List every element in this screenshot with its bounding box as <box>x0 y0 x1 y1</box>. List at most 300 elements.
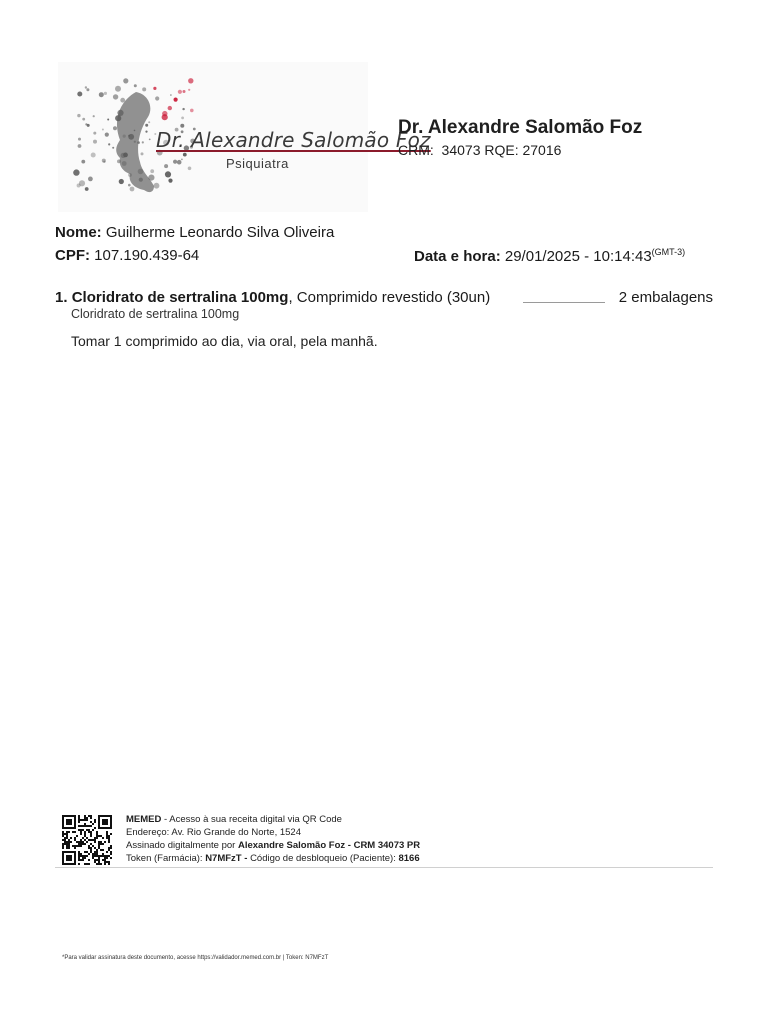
qr-module <box>64 843 66 845</box>
patient-name-label: Nome: <box>55 224 102 241</box>
medication-instructions: Tomar 1 comprimido ao dia, via oral, pela manhã. <box>71 333 378 349</box>
qr-module <box>90 831 92 833</box>
qr-module <box>96 831 98 833</box>
qr-module <box>108 855 110 857</box>
logo-dot <box>130 187 135 192</box>
qr-module <box>82 843 84 845</box>
qr-module <box>62 839 64 841</box>
qr-module <box>88 839 90 841</box>
logo-dot <box>170 94 172 96</box>
qr-module <box>66 843 68 845</box>
qr-module <box>110 833 112 835</box>
qr-module <box>110 851 112 853</box>
qr-module <box>106 833 108 835</box>
qr-module <box>102 843 104 845</box>
qr-module <box>78 821 80 823</box>
logo-dot <box>91 153 96 158</box>
logo-dot <box>86 88 89 91</box>
logo-dot <box>181 159 183 161</box>
qr-module <box>98 845 100 847</box>
qr-module <box>64 837 66 839</box>
logo-dot <box>165 171 171 177</box>
qr-module <box>80 819 82 821</box>
qr-module <box>98 847 100 849</box>
qr-finder-center <box>102 819 108 825</box>
qr-module <box>90 835 92 837</box>
qr-module <box>100 843 102 845</box>
qr-finder-center <box>66 819 72 825</box>
logo-dot <box>181 117 184 120</box>
logo-dot <box>120 98 125 103</box>
qr-module <box>84 825 86 827</box>
qr-module <box>68 841 70 843</box>
logo-dot <box>154 183 160 189</box>
qr-module <box>84 855 86 857</box>
logo-dot <box>112 147 114 149</box>
qr-module <box>108 861 110 863</box>
qr-module <box>98 857 100 859</box>
qr-module <box>92 823 94 825</box>
qr-module <box>102 855 104 857</box>
qr-module <box>80 855 82 857</box>
qr-module <box>84 843 86 845</box>
qr-module <box>80 839 82 841</box>
logo-dot <box>177 160 182 165</box>
qr-module <box>80 843 82 845</box>
qr-module <box>78 819 80 821</box>
doctor-name: Dr. Alexandre Salomão Foz <box>398 117 643 138</box>
qr-module <box>62 845 64 847</box>
logo-subtitle: Psiquiatra <box>226 156 289 171</box>
qr-module <box>90 849 92 851</box>
qr-module <box>86 825 88 827</box>
qr-module <box>88 825 90 827</box>
qr-module <box>102 837 104 839</box>
datetime-row <box>414 247 685 265</box>
qr-module <box>108 847 110 849</box>
qr-module <box>96 859 98 861</box>
qr-module <box>90 847 92 849</box>
qr-module <box>98 855 100 857</box>
qr-module <box>104 861 106 863</box>
logo-name: Dr. Alexandre Salomão Foz <box>156 128 431 152</box>
qr-module <box>74 847 76 849</box>
logo-dot <box>113 126 117 130</box>
qr-module <box>96 853 98 855</box>
logo-dot <box>164 164 168 168</box>
qr-module <box>108 835 110 837</box>
token-value: N7MFzT <box>205 853 242 864</box>
qr-module <box>62 835 64 837</box>
logo-dot <box>162 111 167 116</box>
qr-module <box>80 845 82 847</box>
qr-module <box>106 837 108 839</box>
qr-module <box>96 849 98 851</box>
qr-module <box>100 849 102 851</box>
logo-dot <box>134 130 136 132</box>
logo-dot <box>122 161 127 166</box>
qr-module <box>100 835 102 837</box>
qr-module <box>98 841 100 843</box>
footer-line-1 <box>126 813 420 826</box>
logo-dot <box>134 141 136 143</box>
logo-dot <box>168 106 172 110</box>
logo-dot <box>183 153 187 157</box>
qr-module <box>94 841 96 843</box>
qr-module <box>96 855 98 857</box>
logo-dot <box>113 94 118 99</box>
quantity-leader-line <box>523 302 605 303</box>
qr-module <box>110 857 112 859</box>
logo-dot <box>77 184 81 188</box>
qr-module <box>68 845 70 847</box>
qr-module <box>86 855 88 857</box>
qr-module <box>74 831 76 833</box>
qr-module <box>82 857 84 859</box>
qr-module <box>78 855 80 857</box>
logo-dot <box>155 96 159 100</box>
qr-module <box>84 863 86 865</box>
qr-code[interactable] <box>62 815 112 865</box>
qr-module <box>84 819 86 821</box>
qr-module <box>100 841 102 843</box>
qr-module <box>106 851 108 853</box>
qr-module <box>86 837 88 839</box>
qr-module <box>92 857 94 859</box>
logo-dot <box>115 115 121 121</box>
logo-dot <box>81 160 85 164</box>
logo-dot <box>182 108 184 110</box>
qr-module <box>94 821 96 823</box>
qr-module <box>92 845 94 847</box>
qr-module <box>106 861 108 863</box>
qr-module <box>108 849 110 851</box>
qr-module <box>68 843 70 845</box>
logo-dot <box>145 124 148 127</box>
qr-module <box>96 835 98 837</box>
qr-module <box>84 835 86 837</box>
qr-module <box>110 853 112 855</box>
medication-generic: Cloridrato de sertralina 100mg <box>71 307 240 321</box>
logo-dot <box>102 129 104 131</box>
qr-module <box>84 831 86 833</box>
logo-dot <box>73 169 79 175</box>
qr-module <box>78 851 80 853</box>
qr-module <box>98 843 100 845</box>
logo-dot <box>188 89 190 91</box>
qr-module <box>96 837 98 839</box>
qr-module <box>84 815 86 817</box>
logo-dot <box>123 135 126 138</box>
logo-dot <box>128 134 134 140</box>
logo-dot <box>134 84 137 87</box>
qr-module <box>84 823 86 825</box>
logo-dot <box>123 78 128 83</box>
qr-module <box>90 833 92 835</box>
qr-module <box>86 851 88 853</box>
qr-module <box>80 825 82 827</box>
footer-info <box>126 813 420 865</box>
logo-dot <box>142 141 144 143</box>
qr-module <box>94 819 96 821</box>
logo-dot <box>145 131 147 133</box>
qr-module <box>80 833 82 835</box>
logo-dot <box>105 133 109 137</box>
qr-module <box>66 833 68 835</box>
qr-module <box>90 825 92 827</box>
qr-module <box>94 847 96 849</box>
qr-module <box>90 821 92 823</box>
qr-module <box>94 837 96 839</box>
timezone: (GMT-3) <box>651 247 686 257</box>
datetime-label: Data e hora: <box>414 248 501 265</box>
qr-module <box>66 837 68 839</box>
medication-number: 1. <box>55 289 68 306</box>
qr-module <box>100 855 102 857</box>
unlock-label: Código de desbloqueio (Paciente): <box>250 853 399 864</box>
logo-dot <box>168 179 172 183</box>
qr-module <box>94 827 96 829</box>
qr-module <box>98 861 100 863</box>
qr-module <box>90 817 92 819</box>
doctor-crm: CRM: 34073 RQE: 27016 <box>398 142 562 158</box>
logo-dot <box>137 141 140 144</box>
logo-dot <box>77 114 80 117</box>
qr-module <box>84 833 86 835</box>
qr-module <box>90 843 92 845</box>
qr-module <box>94 851 96 853</box>
qr-module <box>72 831 74 833</box>
qr-module <box>94 859 96 861</box>
logo-dot <box>150 169 154 173</box>
qr-module <box>110 845 112 847</box>
qr-module <box>76 845 78 847</box>
qr-module <box>94 861 96 863</box>
qr-module <box>102 853 104 855</box>
qr-module <box>88 853 90 855</box>
qr-module <box>82 837 84 839</box>
footer-brand: MEMED <box>126 814 162 825</box>
qr-module <box>92 829 94 831</box>
qr-module <box>88 845 90 847</box>
signature-prefix: Assinado digitalmente por <box>126 840 238 851</box>
qr-module <box>102 849 104 851</box>
qr-module <box>104 863 106 865</box>
qr-module <box>104 857 106 859</box>
qr-module <box>98 859 100 861</box>
logo-dot <box>174 98 178 102</box>
qr-module <box>66 835 68 837</box>
qr-module <box>78 841 80 843</box>
qr-module <box>82 859 84 861</box>
qr-module <box>92 839 94 841</box>
qr-module <box>108 841 110 843</box>
patient-cpf: 107.190.439-64 <box>94 247 200 264</box>
qr-module <box>106 857 108 859</box>
qr-module <box>78 815 80 817</box>
qr-module <box>78 825 80 827</box>
qr-module <box>88 859 90 861</box>
qr-module <box>92 855 94 857</box>
qr-module <box>64 841 66 843</box>
qr-module <box>90 839 92 841</box>
qr-module <box>90 851 92 853</box>
logo-dot <box>148 175 154 181</box>
footer-address: Endereço: Av. Rio Grande do Norte, 1524 <box>126 827 301 838</box>
qr-module <box>66 831 68 833</box>
qr-module <box>108 837 110 839</box>
qr-module <box>94 839 96 841</box>
qr-module <box>104 859 106 861</box>
logo-dot <box>138 169 144 175</box>
qr-module <box>62 843 64 845</box>
unlock-code: 8166 <box>398 853 420 864</box>
qr-module <box>84 839 86 841</box>
qr-module <box>86 817 88 819</box>
qr-module <box>82 841 84 843</box>
qr-module <box>78 857 80 859</box>
logo-dot <box>117 160 121 164</box>
qr-module <box>78 845 80 847</box>
logo-dot <box>85 86 87 88</box>
qr-module <box>82 855 84 857</box>
logo-dot <box>128 184 131 187</box>
logo-dot <box>141 152 144 155</box>
logo-dot <box>77 92 82 97</box>
logo-dot <box>78 138 81 141</box>
logo-dot <box>78 144 82 148</box>
qr-module <box>94 855 96 857</box>
logo-dot <box>99 92 104 97</box>
footer-line-1-text: - Acesso à sua receita digital via QR Code <box>161 814 342 825</box>
qr-module <box>80 829 82 831</box>
patient-cpf-row <box>55 247 199 264</box>
qr-module <box>108 863 110 865</box>
qr-module <box>96 863 98 865</box>
logo-dot <box>108 143 110 145</box>
qr-module <box>68 847 70 849</box>
qr-module <box>74 845 76 847</box>
qr-module <box>80 831 82 833</box>
qr-module <box>106 831 108 833</box>
footer-token <box>126 852 420 865</box>
logo-dot <box>153 87 156 90</box>
medication-name: Cloridrato de sertralina 100mg <box>71 289 289 306</box>
logo-dot <box>190 109 194 113</box>
qr-module <box>82 829 84 831</box>
validation-note: *Para validar assinatura deste documento, acesse https://validador.memed.com.br | Token: N7MFzT <box>62 955 329 961</box>
qr-module <box>98 863 100 865</box>
logo-dot <box>93 132 96 135</box>
qr-module <box>102 859 104 861</box>
qr-module <box>78 843 80 845</box>
qr-module <box>78 829 80 831</box>
logo-dot <box>102 159 106 163</box>
patient-cpf-label: CPF: <box>55 247 90 264</box>
logo-dot <box>82 118 85 121</box>
qr-module <box>62 847 64 849</box>
logo-dot <box>183 90 186 93</box>
footer-signature <box>126 839 420 852</box>
logo-dot <box>104 92 107 95</box>
qr-module <box>108 839 110 841</box>
logo-dot <box>117 110 123 116</box>
logo-dot <box>148 121 150 123</box>
logo-dot <box>119 179 124 184</box>
qr-module <box>82 819 84 821</box>
token-prefix: Token (Farmácia): <box>126 853 206 864</box>
qr-module <box>64 839 66 841</box>
qr-module <box>106 855 108 857</box>
qr-module <box>86 829 88 831</box>
clinic-logo <box>58 62 431 212</box>
qr-module <box>96 851 98 853</box>
qr-module <box>88 863 90 865</box>
medication-item <box>55 289 713 306</box>
qr-module <box>68 831 70 833</box>
qr-finder-center <box>66 855 72 861</box>
qr-module <box>74 839 76 841</box>
patient-name-row <box>55 224 334 241</box>
qr-module <box>64 833 66 835</box>
qr-module <box>78 853 80 855</box>
qr-module <box>78 859 80 861</box>
qr-module <box>110 847 112 849</box>
qr-module <box>76 835 78 837</box>
qr-module <box>84 857 86 859</box>
logo-dot <box>128 173 132 177</box>
qr-module <box>78 817 80 819</box>
qr-module <box>70 837 72 839</box>
qr-module <box>88 847 90 849</box>
qr-module <box>76 841 78 843</box>
qr-module <box>78 863 80 865</box>
qr-module <box>104 855 106 857</box>
qr-module <box>86 863 88 865</box>
qr-module <box>66 847 68 849</box>
logo-dot <box>85 187 89 191</box>
qr-module <box>62 831 64 833</box>
qr-module <box>74 837 76 839</box>
qr-module <box>92 853 94 855</box>
qr-module <box>86 841 88 843</box>
logo-dot <box>173 160 177 164</box>
qr-module <box>86 819 88 821</box>
qr-module <box>80 853 82 855</box>
logo-dot <box>139 178 143 182</box>
token-separator: - <box>241 853 251 864</box>
logo-dot <box>93 140 97 144</box>
logo-dot <box>149 139 151 141</box>
qr-module <box>66 841 68 843</box>
logo-dot <box>88 177 93 182</box>
qr-module <box>80 859 82 861</box>
qr-module <box>88 829 90 831</box>
logo-dot <box>115 86 121 92</box>
logo-dot <box>188 78 193 83</box>
patient-name: Guilherme Leonardo Silva Oliveira <box>105 224 335 241</box>
medication-form: , Comprimido revestido (30un) <box>288 289 491 306</box>
footer-divider <box>55 867 713 868</box>
logo-dot <box>121 153 126 158</box>
qr-module <box>82 825 84 827</box>
qr-module <box>84 851 86 853</box>
qr-module <box>96 833 98 835</box>
logo-dot <box>93 115 95 117</box>
signature-name: Alexandre Salomão Foz - CRM 34073 PR <box>237 840 421 851</box>
qr-module <box>90 815 92 817</box>
qr-module <box>66 845 68 847</box>
